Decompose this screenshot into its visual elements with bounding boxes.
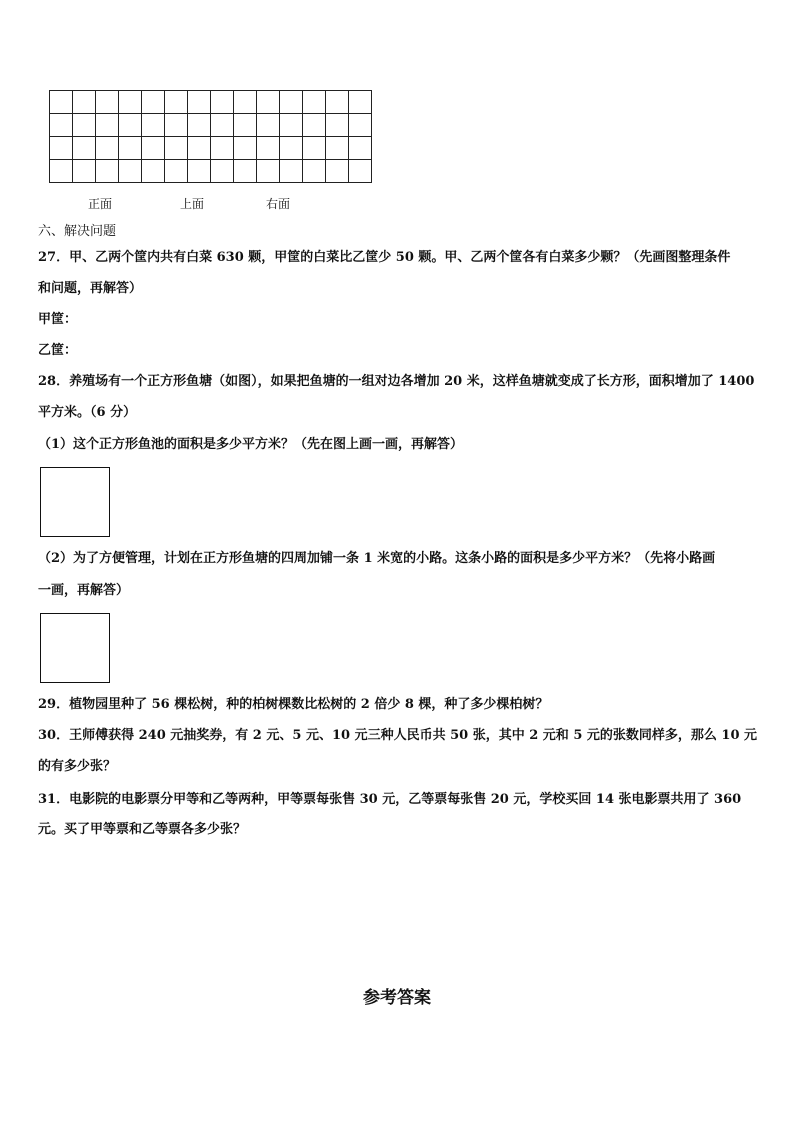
grid-cell [211,160,234,183]
question-28-part2-line2: 一画，再解答） [38,583,130,598]
fish-pond-square-2 [40,613,110,683]
question-29: 29．植物园里种了 56 棵松树，种的柏树棵数比松树的 2 倍少 8 棵，种了多少棵柏树？ [38,697,549,712]
view-label-right: 右面 [266,197,291,211]
grid-cell [73,160,96,183]
fish-pond-square-1 [40,467,110,537]
answer-section-title: 参考答案 [363,988,431,1008]
grid-cell [119,114,142,137]
grid-cell [257,160,280,183]
grid-cell [165,91,188,114]
grid-cell [142,91,165,114]
answer-label-yi: 乙筐： [38,343,78,358]
grid-cell [119,137,142,160]
grid-cell [234,114,257,137]
question-27-line1: 27．甲、乙两个筐内共有白菜 630 颗，甲筐的白菜比乙筐少 50 颗。甲、乙两个筐各有白菜多少颗？（先画图整理条件 [38,250,731,265]
grid-cell [349,91,372,114]
grid-cell [165,160,188,183]
grid-cell [142,137,165,160]
question-30-line2: 的有多少张？ [38,759,117,774]
grid-cell [234,160,257,183]
grid-cell [96,91,119,114]
grid-cell [280,114,303,137]
grid-cell [349,160,372,183]
grid-cell [303,91,326,114]
question-31-line2: 元。买了甲等票和乙等票各多少张？ [38,822,247,837]
grid-cell [73,114,96,137]
grid-cell [211,137,234,160]
grid-cell [165,114,188,137]
grid-cell [50,114,73,137]
grid-cell [349,137,372,160]
grid-cell [211,114,234,137]
question-28-line2: 平方米。（6 分） [38,405,137,420]
grid-cell [326,91,349,114]
grid-cell [349,114,372,137]
grid-cell [50,137,73,160]
grid-cell [73,137,96,160]
grid-cell [165,137,188,160]
view-label-front: 正面 [88,197,113,211]
grid-cell [257,137,280,160]
grid-cell [96,114,119,137]
grid-cell [119,91,142,114]
view-label-top: 上面 [180,197,205,211]
grid-cell [280,91,303,114]
grid-cell [326,137,349,160]
question-31-line1: 31．电影院的电影票分甲等和乙等两种，甲等票每张售 30 元，乙等票每张售 20 元，学校买回 14 张电影票共用了 360 [38,792,742,807]
grid-cell [188,137,211,160]
question-30-line1: 30．王师傅获得 240 元抽奖券，有 2 元、5 元、10 元三种人民币共 50 张，其中 2 元和 5 元的张数同样多，那么 10 元 [38,728,758,743]
question-28-line1: 28．养殖场有一个正方形鱼塘（如图），如果把鱼塘的一组对边各增加 20 米，这样鱼塘就变成了长方形，面积增加了 1400 [38,374,755,389]
section-title: 六、解决问题 [38,224,117,239]
grid-cell [303,137,326,160]
grid-cell [96,137,119,160]
grid-cell [326,160,349,183]
question-27-line2: 和问题，再解答） [38,281,143,296]
grid-cell [326,114,349,137]
grid-cell [188,91,211,114]
grid-cell [142,160,165,183]
grid-cell [50,160,73,183]
grid-cell [303,114,326,137]
grid-cell [73,91,96,114]
question-28-part2-line1: （2）为了方便管理，计划在正方形鱼塘的四周加铺一条 1 米宽的小路。这条小路的面积是多少平方米？（先将小路画 [38,551,716,566]
grid-cell [188,160,211,183]
grid-cell [119,160,142,183]
drawing-grid [49,90,372,183]
grid-cell [142,114,165,137]
grid-cell [50,91,73,114]
grid-cell [211,91,234,114]
grid-cell [257,114,280,137]
grid-cell [257,91,280,114]
answer-label-jia: 甲筐： [38,312,78,327]
grid-cell [188,114,211,137]
grid-cell [96,160,119,183]
grid-cell [280,137,303,160]
grid-cell [303,160,326,183]
grid-cell [234,137,257,160]
question-28-part1: （1）这个正方形鱼池的面积是多少平方米？（先在图上画一画，再解答） [38,437,464,452]
grid-cell [234,91,257,114]
grid-cell [280,160,303,183]
